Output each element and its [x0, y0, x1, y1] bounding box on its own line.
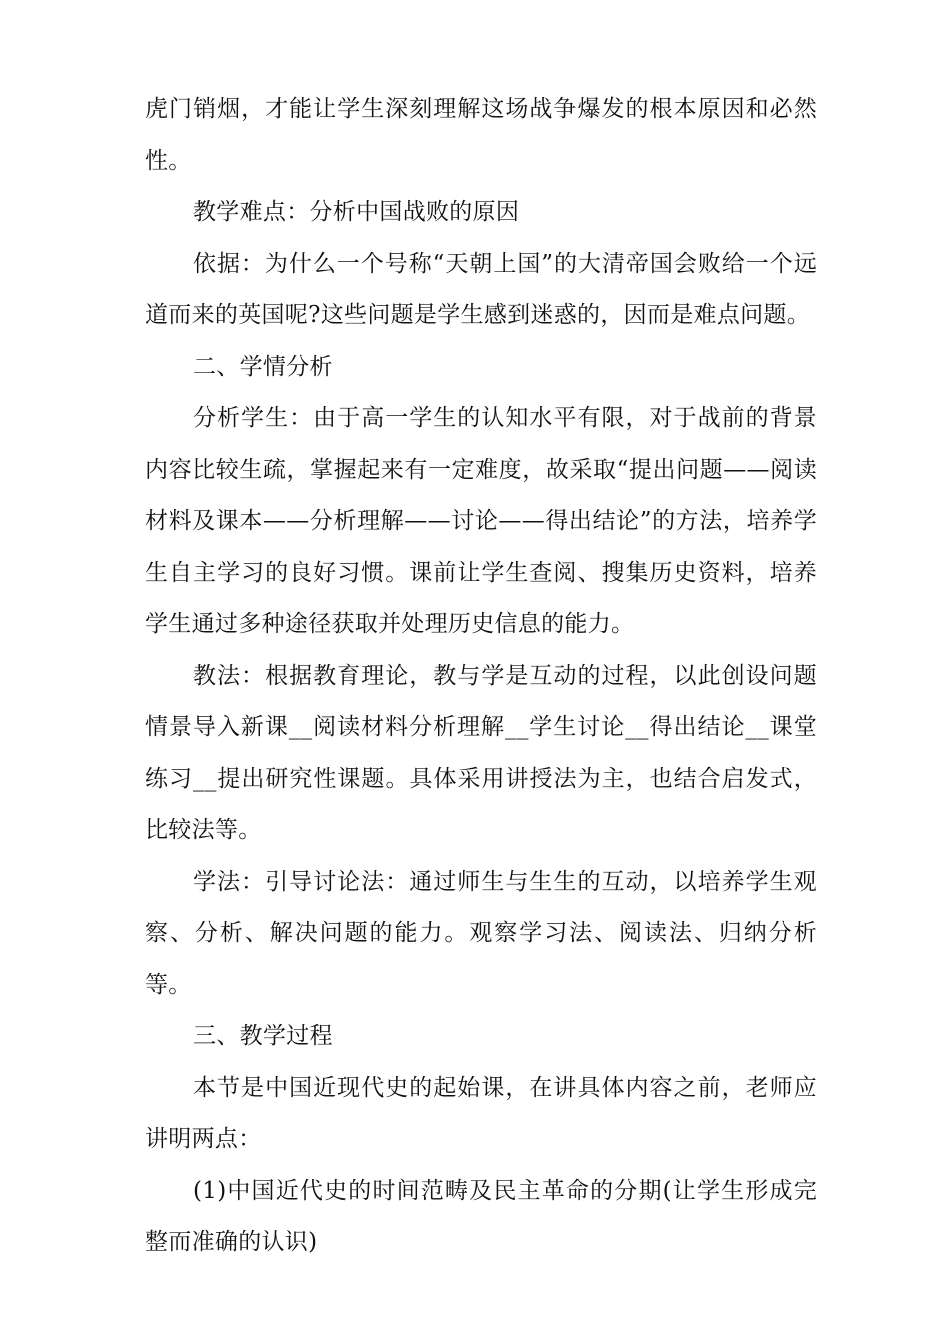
paragraph-basis: 依据：为什么一个号称“天朝上国”的大清帝国会败给一个远道而来的英国呢?这些问题是学生感到迷惑的，因而是难点问题。	[145, 250, 817, 328]
paragraph-student-analysis: 分析学生：由于高一学生的认知水平有限，对于战前的背景内容比较生疏，掌握起来有一定难度，故采取“提出问题——阅读材料及课本——分析理解——讨论——得出结论”的方法，培养学生自主学习的良好习惯。课前让学生查阅、搜集历史资料，培养学生通过多种途径获取并处理历史信息的能力。	[145, 405, 817, 637]
section-heading-teaching-process: 三、教学过程	[193, 1023, 333, 1049]
paragraph-point-one: (1)中国近代史的时间范畴及民主革命的分期(让学生形成完整而准确的认识)	[145, 1177, 817, 1255]
paragraph-continuation: 虎门销烟，才能让学生深刻理解这场战争爆发的根本原因和必然性。	[145, 96, 817, 174]
section-heading-learner-analysis: 二、学情分析	[193, 353, 333, 380]
paragraph-learning-method: 学法：引导讨论法：通过师生与生生的互动，以培养学生观察、分析、解决问题的能力。观察学习法、阅读法、归纳分析等。	[145, 868, 817, 998]
paragraph-teaching-difficulty: 教学难点：分析中国战败的原因	[193, 199, 520, 225]
document-body	[145, 84, 817, 1269]
paragraph-teaching-method: 教法：根据教育理论，教与学是互动的过程，以此创设问题情景导入新课__阅读材料分析理解__学生讨论__得出结论__课堂练习__提出研究性课题。具体采用讲授法为主，也结合启发式，比较法等。	[145, 662, 817, 843]
paragraph-intro-lesson: 本节是中国近现代史的起始课，在讲具体内容之前，老师应讲明两点：	[145, 1074, 817, 1152]
